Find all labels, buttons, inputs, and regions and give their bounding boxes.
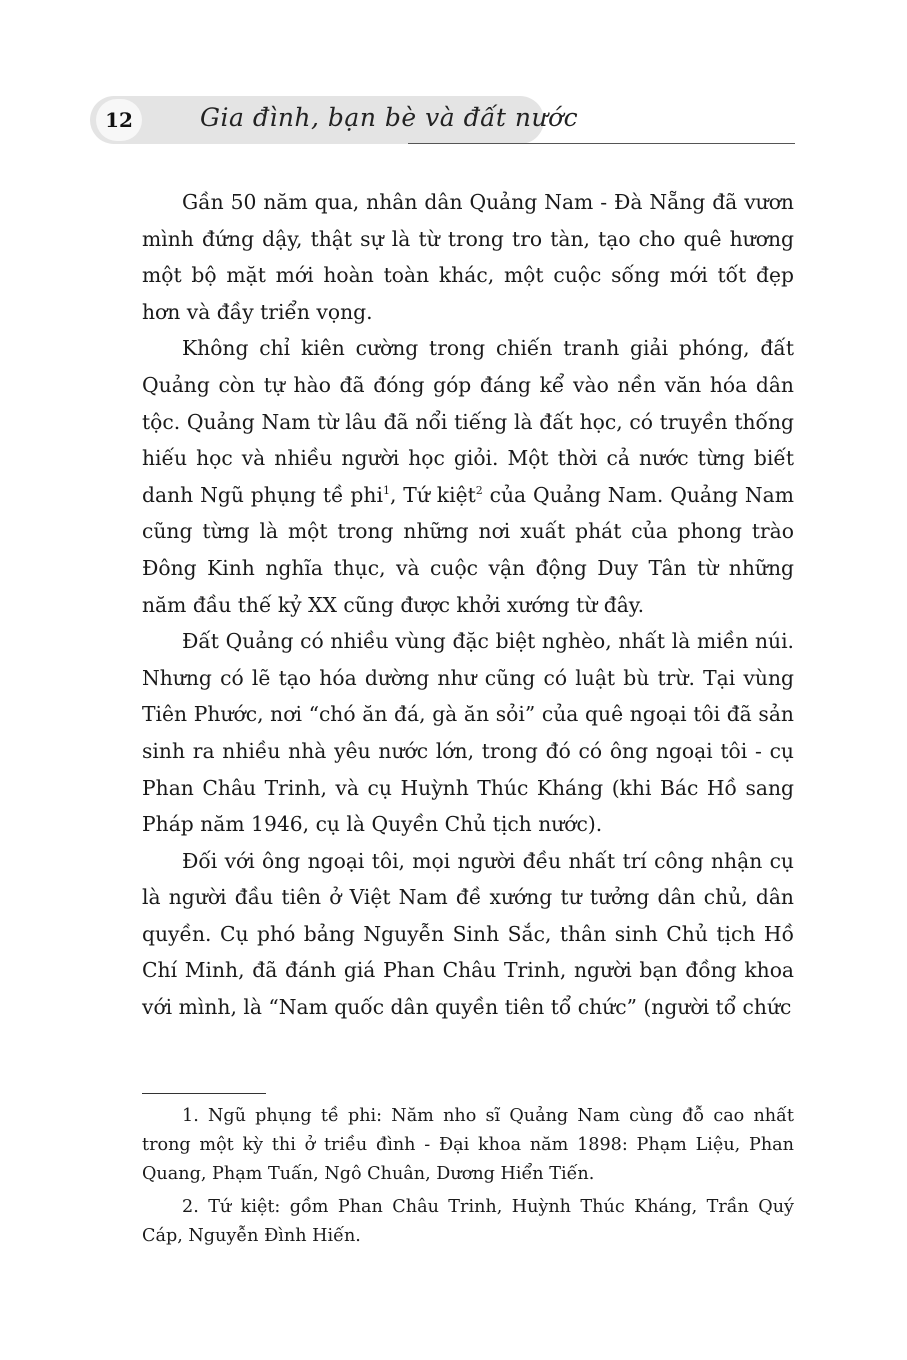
footnotes <box>142 1102 794 1251</box>
running-title: Gia đình, bạn bè và đất nước <box>200 103 579 132</box>
paragraph-2-part-3: của Quảng Nam. Quảng Nam cũng từng là một trong những nơi xuất phát của phong trào Đông Kinh nghĩa thục, và cuộc vận động Duy Tân từ những năm đầu thế kỷ XX cũng được khởi xướng từ đây. <box>142 482 795 617</box>
page-number: 12 <box>96 99 142 141</box>
paragraph-3: Đất Quảng có nhiều vùng đặc biệt nghèo, nhất là miền núi. Nhưng có lẽ tạo hóa dường như cũng có luật bù trừ. Tại vùng Tiên Phước, nơi “chó ăn đá, gà ăn sỏi” của quê ngoại tôi đã sản sinh ra nhiều nhà yêu nước lớn, trong đó có ông ngoại tôi - cụ Phan Châu Trinh, và cụ Huỳnh Thúc Kháng (khi Bác Hồ sang Pháp năm 1946, cụ là Quyền Chủ tịch nước). <box>142 629 794 837</box>
paragraph-2-part-2: , Tứ kiệt <box>389 482 476 507</box>
footnote-ref-1: 1 <box>382 483 390 497</box>
body-text <box>142 184 794 1026</box>
paragraph-4: Đối với ông ngoại tôi, mọi người đều nhất trí công nhận cụ là người đầu tiên ở Việt Nam đề xướng tư tưởng dân chủ, dân quyền. Cụ phó bảng Nguyễn Sinh Sắc, thân sinh Chủ tịch Hồ Chí Minh, đã đánh giá Phan Châu Trinh, người bạn đồng khoa với mình, là “Nam quốc dân quyền tiên tổ chức” (người tổ chức <box>142 848 794 1020</box>
paragraph-2 <box>142 330 794 623</box>
footnote-rule <box>142 1093 266 1094</box>
footnote-2: 2. Tứ kiệt: gồm Phan Châu Trinh, Huỳnh Thúc Kháng, Trần Quý Cáp, Nguyễn Đình Hiến. <box>142 1197 794 1246</box>
footnote-1: 1. Ngũ phụng tề phi: Năm nho sĩ Quảng Nam cùng đỗ cao nhất trong một kỳ thi ở triều đình - Đại khoa năm 1898: Phạm Liệu, Phan Quang, Phạm Tuấn, Ngô Chuân, Dương Hiển Tiến. <box>142 1106 794 1184</box>
header-rule <box>408 143 795 144</box>
paragraph-2-part-1: Không chỉ kiên cường trong chiến tranh giải phóng, đất Quảng còn tự hào đã đóng góp đáng kể vào nền văn hóa dân tộc. Quảng Nam từ lâu đã nổi tiếng là đất học, có truyền thống hiếu học và nhiều người học giỏi. Một thời cả nước từng biết danh Ngũ phụng tề phi <box>142 336 794 507</box>
footnote-ref-2: 2 <box>475 483 483 497</box>
paragraph-1: Gần 50 năm qua, nhân dân Quảng Nam - Đà Nẵng đã vươn mình đứng dậy, thật sự là từ trong tro tàn, tạo cho quê hương một bộ mặt mới hoàn toàn khác, một cuộc sống mới tốt đẹp hơn và đầy triển vọng. <box>142 190 794 324</box>
